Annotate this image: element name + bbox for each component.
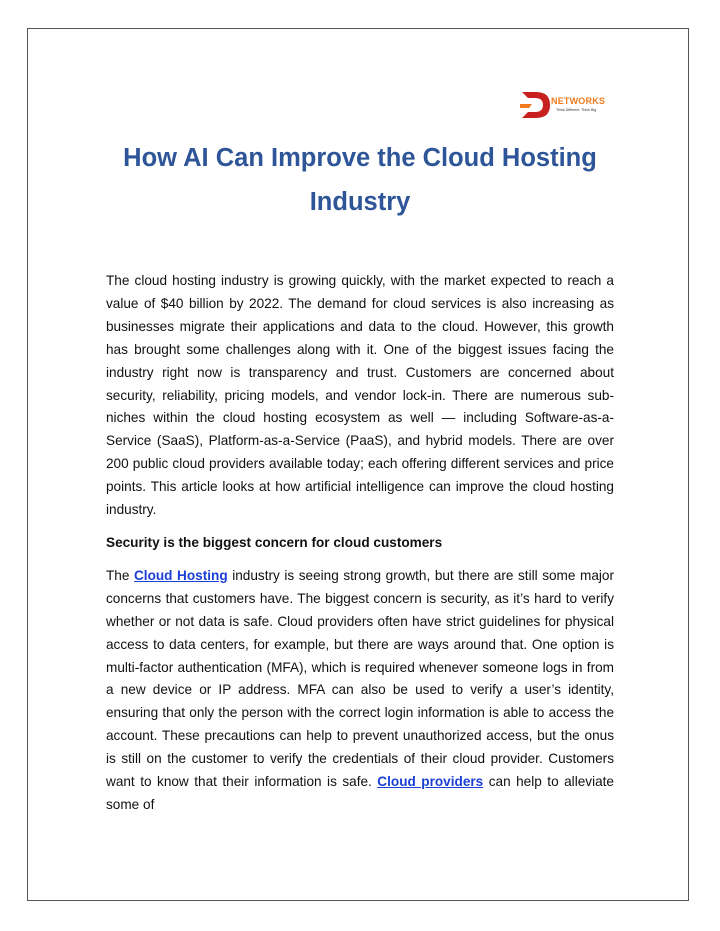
security-paragraph bbox=[106, 565, 614, 817]
intro-paragraph: The cloud hosting industry is growing quickly, with the market expected to reach a value of $40 billion by 2022. The demand for cloud services is also increasing as businesses migrate their applications and data to the cloud. However, this growth has brought some challenges along with it. One of the biggest issues facing the industry right now is transparency and trust. Customers are concerned about security, reliability, pricing models, and vendor lock-in. There are numerous sub-niches within the cloud hosting ecosystem as well — including Software-as-a-Service (SaaS), Platform-as-a-Service (PaaS), and hybrid models. There are over 200 public cloud providers available today; each offering different services and price points. This article looks at how artificial intelligence can improve the cloud hosting industry. bbox=[106, 273, 614, 518]
cloud-hosting-link[interactable]: Cloud Hosting bbox=[133, 567, 228, 583]
section-heading-security: Security is the biggest concern for cloud customers bbox=[106, 534, 443, 550]
paragraph-text: industry is seeing strong growth, but there are still some major concerns that customers have. The biggest concern is security, as it’s hard to verify whether or not data is safe. Cloud providers often have strict guidelines for physical access to data centers, for example, but there are ways around that. One option is multi-factor authentication (MFA), which is required whenever someone logs in from a new device or IP address. MFA can also be used to verify a user’s identity, ensuring that only the person with the correct login information is able to access the account. These precautions can help to prevent unauthorized access, but the onus is still on the customer to verify the credentials of their cloud provider. Customers want to know that their information is safe. bbox=[106, 567, 614, 790]
logo-tagline: Think Different. Think Big bbox=[556, 108, 597, 112]
logo-brand-text: NETWORKS bbox=[551, 96, 606, 106]
cloud-providers-link[interactable]: Cloud providers bbox=[377, 774, 484, 790]
paragraph-text: can help to alleviate some of bbox=[106, 774, 614, 812]
paragraph-text: The bbox=[106, 567, 134, 583]
page-title: How AI Can Improve the Cloud Hosting Industry bbox=[123, 144, 597, 216]
article-body bbox=[106, 270, 614, 817]
